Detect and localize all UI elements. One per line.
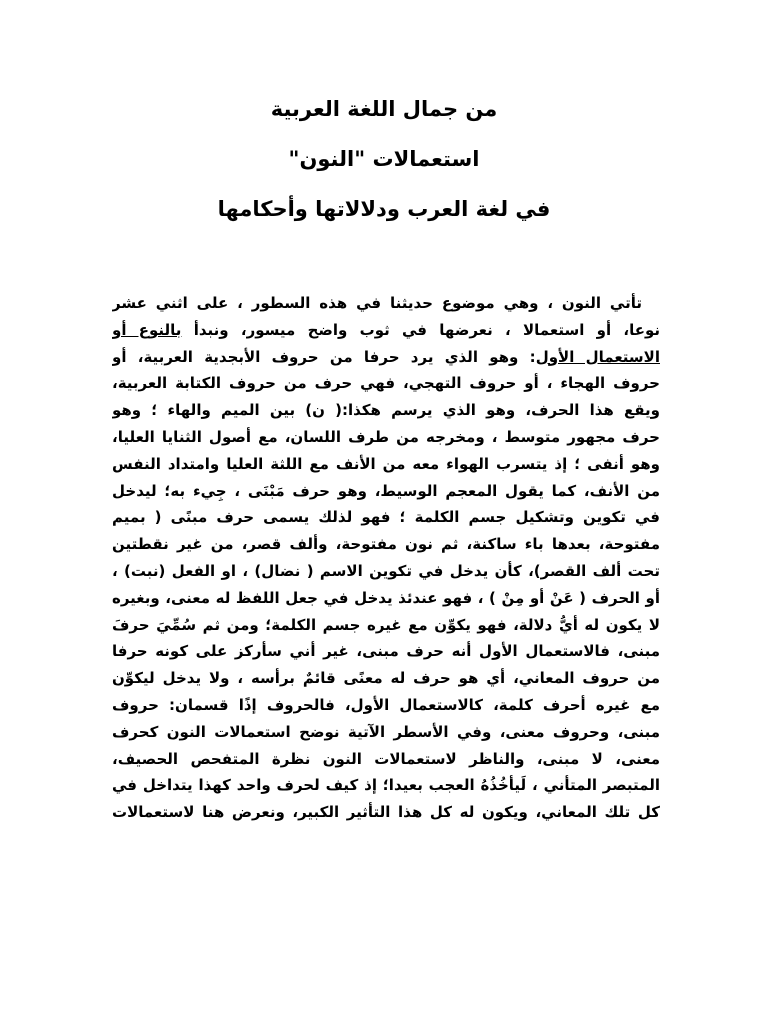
text-line-7: وهو أنفى ؛ إذ يتسرب الهواء معه من الأنف مع اللثة العليا وامتداد النفس — [112, 454, 660, 473]
text-line-20: كل تلك المعاني، ويكون له كل هذا التأثير الكبير، ونعرض هنا لاستعمالات — [112, 803, 660, 822]
text-line-3-part-b: : وهو الذي يرد حرفا من حروف الأبجدية العربية، أو — [112, 347, 536, 366]
text-line-13: لا يكون له أيُّ دلالة، فهو يكوِّن مع غيره جسم الكلمة؛ ومن ثم سُمِّيَ حرفَ — [112, 615, 660, 634]
text-line-2 — [112, 317, 660, 344]
text-line-15: من حروف المعاني، أي هو حرف له معنًى قائمٌ برأسه ، ولا يدخل ليكوِّن — [112, 669, 660, 688]
title-block — [0, 92, 768, 242]
text-line-10: مفتوحة، بعدها باء ساكنة، ثم نون مفتوحة، وألف قصر، من غير نقطتين — [112, 535, 660, 554]
subtitle: استعمالات "النون" — [288, 147, 480, 171]
main-title: من جمال اللغة العربية — [270, 97, 498, 121]
underlined-phrase-1: بالنوع أو — [112, 320, 182, 339]
text-line-9: في تكوين وتشكيل جسم الكلمة ؛ فهو لذلك يسمى حرف مبنًى ( بميم — [112, 508, 660, 527]
text-line-16: مع غيره أحرف كلمة، كالاستعمال الأول، فالحروف إذًا قسمان: حروف — [112, 695, 660, 714]
text-line-6: حرف مجهور متوسط ، ومخرجه من طرف اللسان، مع أصول الثنايا العليا، — [112, 427, 660, 446]
subtitle-2: في لغة العرب ودلالاتها وأحكامها — [217, 197, 551, 221]
text-line-12: أو الحرف ( عَنْ أو مِنْ ) ، فهو عندئذ يدخل في جعل اللفظ له معنى، وبغيره — [112, 588, 660, 607]
text-line-18: معنى، لا مبنى، والناظر لاستعمالات النون نظرة المتفحص الحصيف، — [112, 749, 660, 768]
body-paragraph — [112, 290, 660, 826]
text-line-5: ويقع هذا الحرف، وهو الذي يرسم هكذا:( ن) بين الميم والهاء ؛ وهو — [112, 401, 660, 420]
text-line-4: حروف الهجاء ، أو حروف التهجي، فهي حرف من حروف الكتابة العربية، — [112, 374, 660, 393]
text-line-3 — [112, 344, 660, 371]
text-line-1: تأتي النون ، وهي موضوع حديثنا في هذه السطور ، على اثني عشر — [112, 294, 642, 312]
text-line-19: المتبصر المتأني ، لَيأخُذُهُ العجب بعيدا؛ إذ كيف لحرف واحد كهذا يتداخل في — [112, 776, 660, 795]
text-line-14: مبنى، فالاستعمال الأول أنه حرف مبنى، غير أني سأركز على كونه حرفا — [112, 642, 660, 661]
underlined-phrase-2: الاستعمال الأول — [535, 347, 660, 366]
text-line-17: مبنى، وحروف معنى، وفي الأسطر الآتية نوضح استعمالات النون كحرف — [112, 722, 660, 741]
text-line-11: تحت ألف القصر)، كأن يدخل في تكوين الاسم ( نضال) ، او الفعل (نبت) ، — [112, 561, 660, 580]
text-line-8: من الأنف، كما يقول المعجم الوسيط، وهو حرف مَبْنَى ، جِيء به؛ ليدخل — [112, 481, 660, 500]
text-line-2-part-a: نوعا، أو استعمالا ، نعرضها في ثوب واضح ميسور، ونبدأ — [181, 320, 660, 339]
